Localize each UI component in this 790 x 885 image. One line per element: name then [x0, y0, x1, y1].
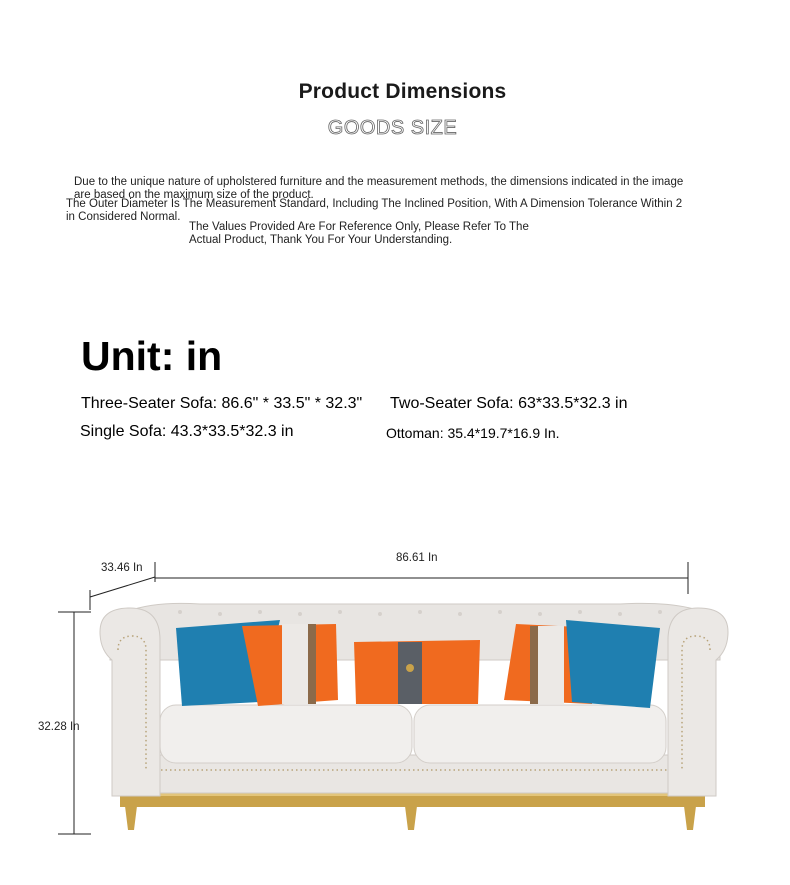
seat-cushion-left — [160, 705, 412, 763]
size-two-seater: Two-Seater Sofa: 63*33.5*32.3 in — [390, 395, 628, 412]
sofa-arm-left — [100, 608, 160, 796]
pillow-blue-right — [566, 620, 660, 708]
depth-line — [90, 577, 155, 597]
sofa-legs — [125, 806, 696, 830]
dimension-depth-label: 33.46 In — [101, 562, 143, 574]
page-subtitle: GOODS SIZE — [327, 117, 458, 139]
size-ottoman: Ottoman: 35.4*19.7*16.9 In. — [386, 425, 560, 441]
seat-cushion-right — [414, 705, 666, 763]
size-three-seater: Three-Seater Sofa: 86.6" * 33.5" * 32.3" — [81, 395, 363, 412]
size-single: Single Sofa: 43.3*33.5*32.3 in — [80, 423, 294, 440]
note-measurement: Due to the unique nature of upholstered furniture and the measurement methods, the dimensions indicated in the image are based on the maximum size of the product. — [74, 176, 684, 201]
note-reference: The Values Provided Are For Reference Only, Please Refer To The Actual Product, Thank You For Your Understanding. — [189, 221, 529, 246]
note-tolerance: The Outer Diameter Is The Measurement Standard, Including The Inclined Position, With A Dimension Tolerance Within 2 in Considered Normal. — [66, 198, 683, 223]
page-title: Product Dimensions — [298, 80, 507, 103]
sofa-arm-right — [668, 608, 728, 796]
dimension-height-label: 32.28 In — [38, 721, 80, 733]
dimension-width-label: 86.61 In — [396, 552, 438, 564]
unit-heading: Unit: in — [81, 333, 223, 379]
